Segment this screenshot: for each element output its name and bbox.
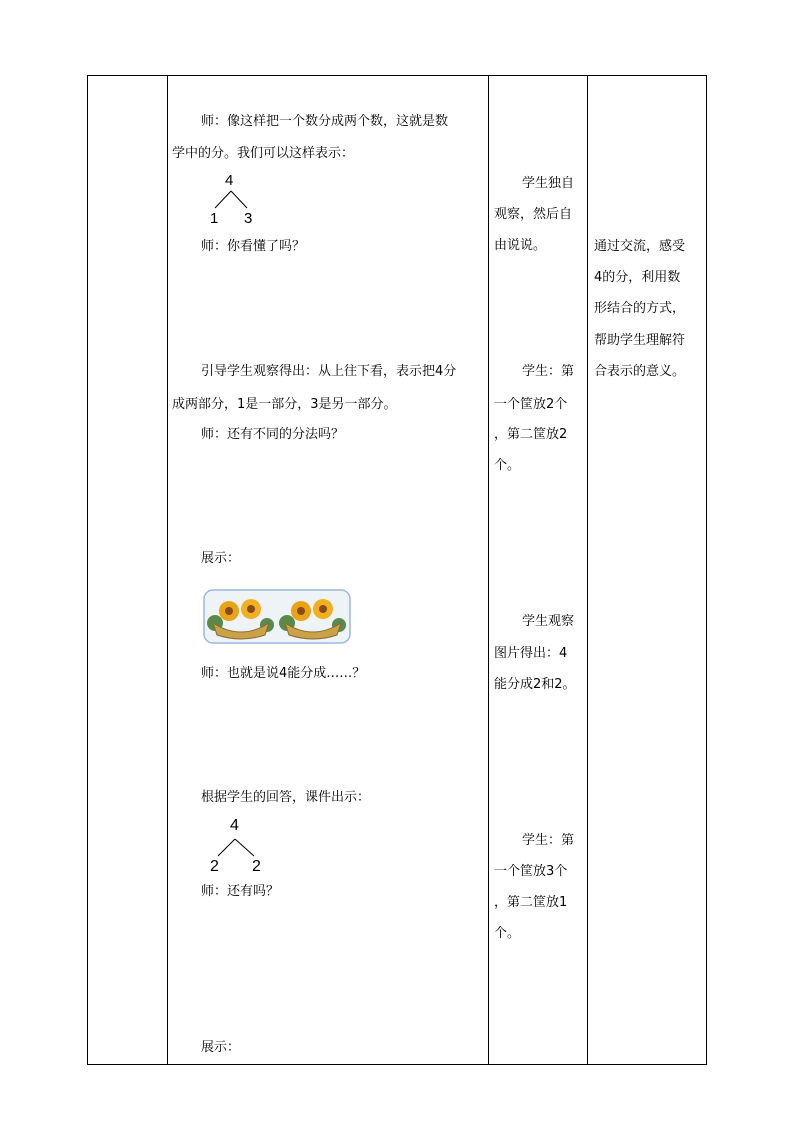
tree-1-right-number: 3	[244, 210, 253, 227]
student-note-3-line-1: 学生观察	[522, 614, 575, 629]
intent-line-4: 帮助学生理解符	[594, 333, 686, 348]
tree-2-top-number: 4	[230, 817, 239, 834]
student-note-1-line-3: 由说说。	[494, 238, 547, 253]
teacher-para-2: 师：你看懂了吗？	[201, 239, 306, 254]
tree-1-left-number: 1	[210, 210, 219, 227]
teacher-para-1-line-1: 师：像这样把一个数分成两个数，这就是数	[201, 114, 449, 129]
student-note-1-line-2: 观察，然后自	[494, 207, 573, 222]
student-note-2-line-2: 一个筐放2个	[494, 397, 568, 412]
student-note-4-line-2: 一个筐放3个	[494, 864, 568, 879]
teacher-para-9: 展示：	[201, 1040, 241, 1055]
student-note-2-line-1: 学生：第	[522, 364, 575, 379]
sunflower-baskets-image	[203, 589, 351, 648]
student-note-4-line-1: 学生：第	[522, 833, 575, 848]
column-divider-2	[488, 75, 489, 1065]
tree-1-top-number: 4	[225, 172, 234, 189]
column-divider-3	[587, 75, 588, 1065]
intent-line-5: 合表示的意义。	[594, 364, 686, 379]
column-divider-1	[167, 75, 168, 1065]
table-border-bottom	[87, 1064, 707, 1065]
teacher-para-8: 师：还有吗？	[201, 884, 280, 899]
teacher-para-1-line-2: 学中的分。我们可以这样表示：	[172, 146, 355, 161]
lesson-table	[87, 75, 707, 1065]
intent-line-3: 形结合的方式，	[594, 301, 686, 316]
table-border-top	[87, 75, 707, 76]
intent-line-2: 4的分，利用数	[594, 270, 681, 285]
teacher-para-3-line-2: 成两部分，1是一部分，3是另一部分。	[172, 397, 397, 412]
teacher-para-4: 师：还有不同的分法吗？	[201, 427, 345, 442]
student-note-1-line-1: 学生独自	[522, 176, 575, 191]
student-note-4-line-3: ，第二筐放1	[494, 895, 568, 910]
teacher-para-3-line-1: 引导学生观察得出：从上往下看，表示把4分	[201, 364, 457, 379]
intent-line-1: 通过交流，感受	[594, 239, 686, 254]
student-note-3-line-3: 能分成2和2。	[494, 677, 576, 692]
student-note-2-line-3: ，第二筐放2	[494, 427, 568, 442]
student-note-3-line-2: 图片得出：4	[494, 646, 568, 661]
table-border-right	[706, 75, 707, 1065]
teacher-para-6: 师：也就是说4能分成……？	[201, 666, 366, 681]
table-border-left	[87, 75, 88, 1065]
tree-2-right-number: 2	[252, 858, 261, 875]
student-note-2-line-4: 个。	[494, 458, 521, 473]
student-note-4-line-4: 个。	[494, 926, 521, 941]
teacher-para-7: 根据学生的回答，课件出示：	[201, 790, 371, 805]
tree-2-left-number: 2	[210, 858, 219, 875]
teacher-para-5: 展示：	[201, 551, 241, 566]
